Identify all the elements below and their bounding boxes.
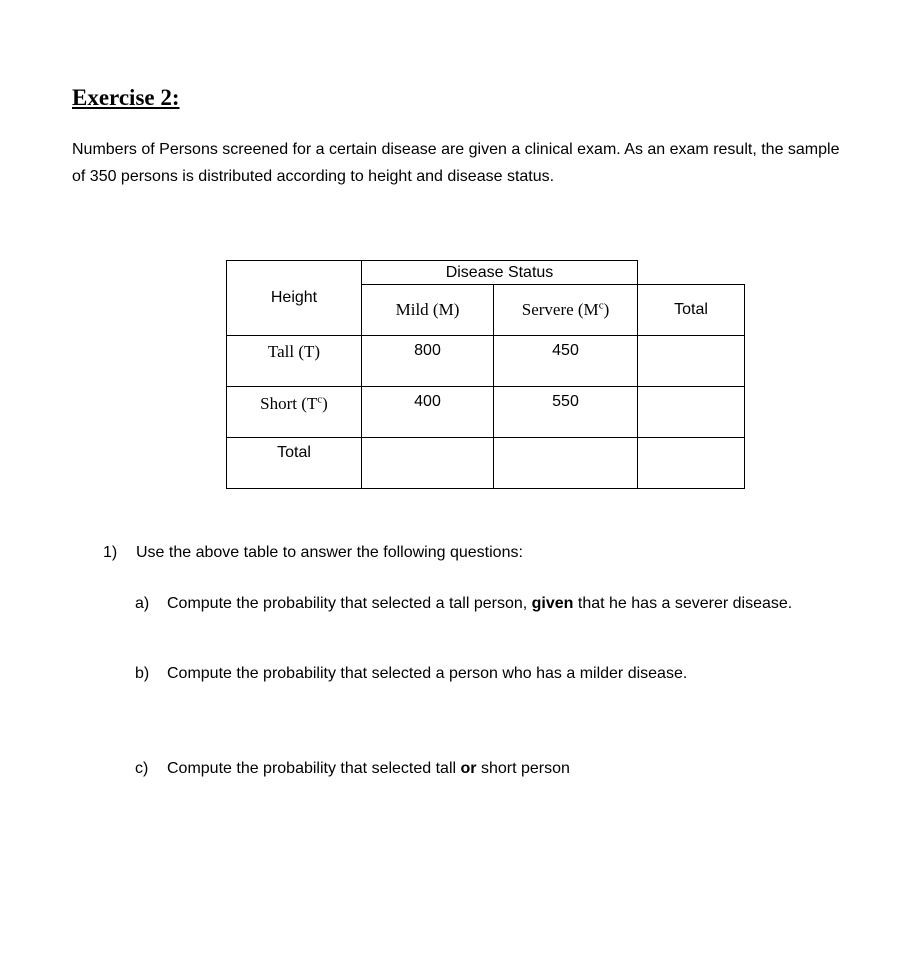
severe-header-cell <box>494 285 638 336</box>
cell-total-total <box>638 438 745 489</box>
cell-short-severe: 550 <box>494 387 638 438</box>
question-1-text: Use the above table to answer the following questions: <box>136 544 523 561</box>
question-1c-letter: c) <box>135 760 149 777</box>
total-header: Total <box>674 301 708 318</box>
mild-header-cell <box>362 285 494 336</box>
intro-line-1: Numbers of Persons screened for a certain disease are given a clinical exam. As an exam result, the sample <box>72 141 840 158</box>
severe-header: Servere $(M^c)$ <box>521 299 610 320</box>
cell-total-severe <box>494 438 638 489</box>
question-1b-letter: b) <box>135 665 150 682</box>
question-1-number: 1) <box>103 544 118 561</box>
intro-paragraph <box>72 136 913 190</box>
cell-short-mild: 400 <box>362 387 494 438</box>
question-1 <box>103 544 523 562</box>
disease-status-header-cell <box>362 261 638 285</box>
question-1b: b) Compute the probability that selected a person who has a milder disease. <box>135 665 688 682</box>
question-1a: a) Compute the probability that selected a tall person, given that he has a severer disease. <box>135 595 793 612</box>
height-header-cell <box>227 261 362 336</box>
cell-short-total <box>638 387 745 438</box>
question-1a-letter: a) <box>135 595 150 612</box>
contingency-table <box>226 260 745 489</box>
question-1c: c) Compute the probability that selected tall or short person <box>135 760 570 777</box>
row-label-short: Short $(T^c)$ <box>227 387 362 438</box>
disease-status-header: Disease Status <box>445 263 554 281</box>
mild-header: Mild (M) <box>395 300 460 319</box>
row-label-total: Total <box>227 438 362 489</box>
cell-tall-mild: 800 <box>362 336 494 387</box>
question-1c-emphasis: or <box>460 760 477 777</box>
cell-tall-severe: 450 <box>494 336 638 387</box>
cell-tall-total <box>638 336 745 387</box>
cell-total-mild <box>362 438 494 489</box>
exercise-title: Exercise 2: <box>72 85 180 110</box>
question-1a-emphasis: given <box>531 595 574 612</box>
empty-corner-cell <box>638 261 745 285</box>
intro-line-2: of 350 persons is distributed according to height and disease status. <box>72 168 555 185</box>
height-header: Height <box>270 289 318 306</box>
total-header-cell <box>638 285 745 336</box>
row-label-tall: Tall (T) <box>227 336 362 387</box>
